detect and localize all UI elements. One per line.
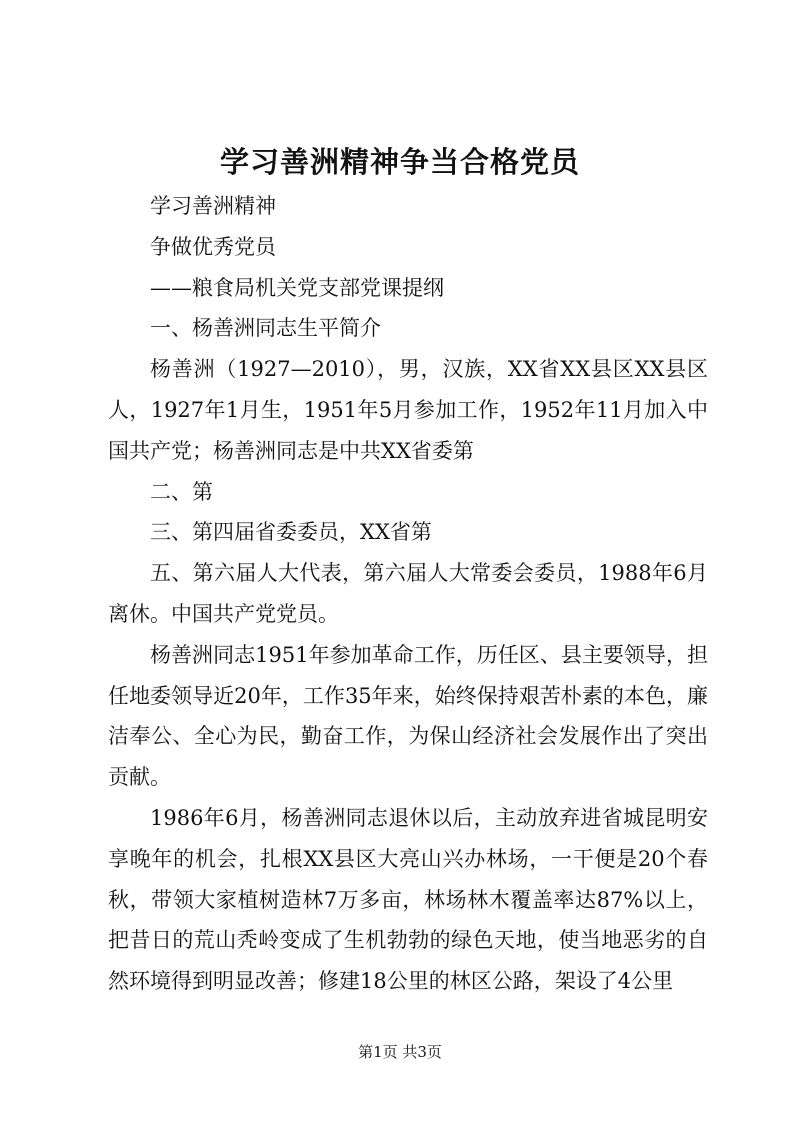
- page-footer: 第1页 共3页: [358, 1043, 442, 1061]
- document-body: [108, 186, 708, 1002]
- paragraph: 杨善洲同志1951年参加革命工作，历任区、县主要领导，担任地委领导近20年，工作35年来，始终保持艰苦朴素的本色，廉洁奉公、全心为民，勤奋工作，为保山经济社会发展作出了突出贡献。: [108, 642, 708, 790]
- paragraph: 五、第六届人大代表，第六届人大常委会委员，1988年6月离休。中国共产党党员。: [108, 561, 708, 626]
- document-title: 学习善洲精神争当合格党员: [219, 145, 580, 179]
- paragraph: 杨善洲（1927—2010），男，汉族，XX省XX县区XX县区人，1927年1月生，1951年5月参加工作，1952年11月加入中国共产党；杨善洲同志是中共XX省委第: [108, 357, 708, 463]
- paragraph: 1986年6月，杨善洲同志退休以后，主动放弃进省城昆明安享晚年的机会，扎根XX县区大亮山兴办林场，一干便是20个春秋，带领大家植树造林7万多亩，林场林木覆盖率达87%以上，把昔日的荒山秃岭变成了生机勃勃的绿色天地，使当地恶劣的自然环境得到明显改善；修建18公里的林区公路，架设了4公里: [108, 805, 708, 994]
- paragraph: 二、第: [150, 479, 213, 504]
- paragraph: 一、杨善洲同志生平简介: [150, 316, 381, 341]
- paragraph: ——粮食局机关党支部党课提纲: [150, 275, 444, 300]
- paragraph: 三、第四届省委委员，XX省第: [150, 520, 432, 545]
- paragraph: 争做优秀党员: [150, 234, 276, 259]
- paragraph: 学习善洲精神: [150, 194, 276, 218]
